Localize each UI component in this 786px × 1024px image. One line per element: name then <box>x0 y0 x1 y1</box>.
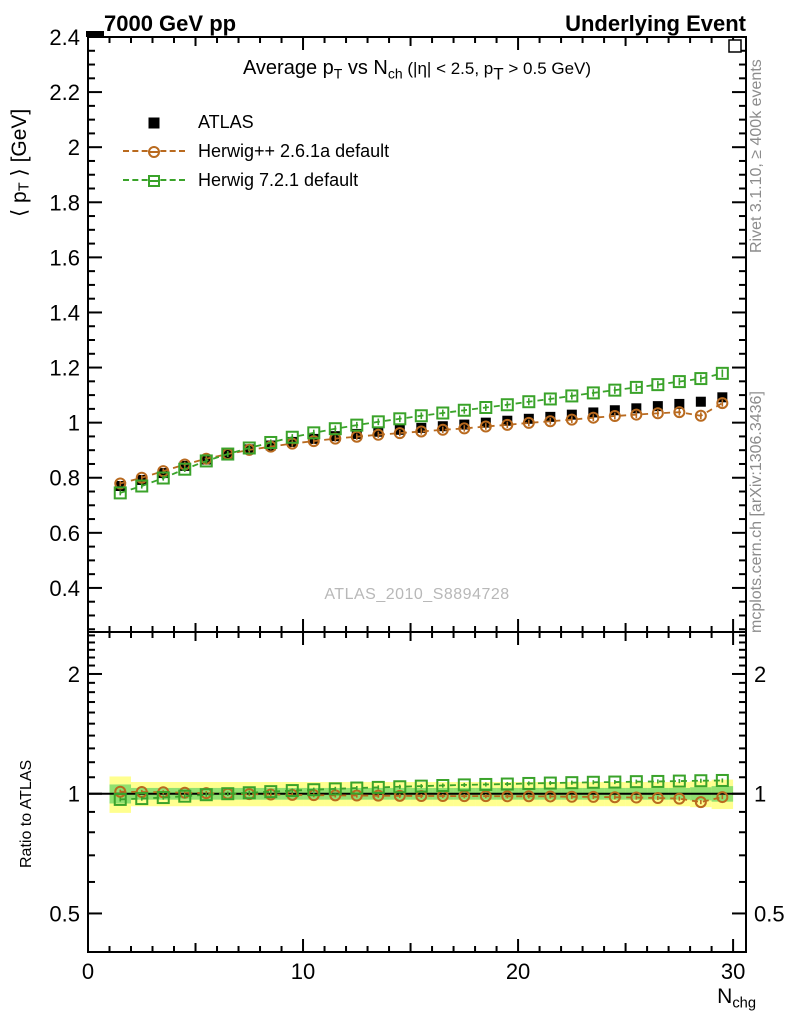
svg-text:0.5: 0.5 <box>49 901 80 927</box>
atlas-marker-icon <box>123 115 185 131</box>
title-cuts: (|η| < 2.5, p <box>402 59 494 78</box>
svg-text:1.6: 1.6 <box>49 245 80 271</box>
title-cuts-sub: T <box>493 64 504 84</box>
svg-text:2: 2 <box>754 661 767 687</box>
title-cuts: > 0.5 GeV) <box>503 59 592 78</box>
ylabel-sub: T <box>16 182 33 192</box>
ratio-y-axis-label: Ratio to ATLAS <box>18 759 35 868</box>
title-sub: T <box>333 65 343 82</box>
title-text: vs N <box>342 57 388 79</box>
corner-decoration-left <box>86 31 104 37</box>
svg-text:30: 30 <box>720 959 746 984</box>
xlabel-text: N <box>717 985 733 1008</box>
main-y-axis-tick-labels <box>49 25 80 601</box>
svg-text:1.2: 1.2 <box>49 355 80 381</box>
rivet-version-note: Rivet 3.1.10, ≥ 400k events <box>748 59 765 253</box>
series-atlas <box>115 392 727 491</box>
svg-text:1: 1 <box>67 781 80 807</box>
svg-text:1.4: 1.4 <box>49 300 80 326</box>
legend-item-herwigpp <box>105 137 389 166</box>
svg-text:2: 2 <box>67 661 80 687</box>
corner-decoration-right <box>729 40 741 52</box>
plot-title <box>88 57 746 85</box>
svg-text:1: 1 <box>754 781 767 807</box>
svg-text:0.4: 0.4 <box>49 575 80 601</box>
svg-text:2: 2 <box>67 135 80 161</box>
xlabel-sub: chg <box>732 995 756 1012</box>
svg-text:1: 1 <box>67 410 80 436</box>
legend-item-atlas <box>105 108 389 137</box>
main-y-axis-label <box>8 37 32 217</box>
svg-text:0.5: 0.5 <box>754 901 785 927</box>
legend <box>105 108 389 195</box>
legend-label-herwigpp: Herwig++ 2.6.1a default <box>198 141 390 161</box>
svg-text:2.2: 2.2 <box>49 80 80 106</box>
legend-item-herwig7 <box>105 166 389 195</box>
beam-energy-header: 7000 GeV pp <box>104 11 237 36</box>
title-sub: ch <box>387 65 403 82</box>
svg-text:2.4: 2.4 <box>49 25 80 50</box>
svg-text:20: 20 <box>505 959 531 984</box>
analysis-group-header: Underlying Event <box>565 11 746 36</box>
svg-text:1.8: 1.8 <box>49 190 80 216</box>
x-axis-tick-labels <box>82 959 745 984</box>
x-axis-label <box>717 985 756 1011</box>
herwigpp-marker-icon <box>123 144 185 160</box>
mcplots-arxiv-note: mcplots.cern.ch [arXiv:1306.3436] <box>748 391 765 633</box>
legend-label-herwig7: Herwig 7.2.1 default <box>198 170 359 190</box>
ylabel-text: ⟩ [GeV] <box>8 108 31 183</box>
analysis-id-watermark: ATLAS_2010_S8894728 <box>324 586 510 603</box>
ylabel-text: ⟨ p <box>8 191 31 217</box>
svg-text:0.8: 0.8 <box>49 465 80 491</box>
legend-label-atlas: ATLAS <box>198 112 254 132</box>
svg-text:10: 10 <box>290 959 316 984</box>
svg-text:0: 0 <box>81 959 95 984</box>
title-text: Average p <box>242 57 334 79</box>
herwig7-marker-icon <box>123 173 185 189</box>
svg-text:0.6: 0.6 <box>49 520 80 546</box>
